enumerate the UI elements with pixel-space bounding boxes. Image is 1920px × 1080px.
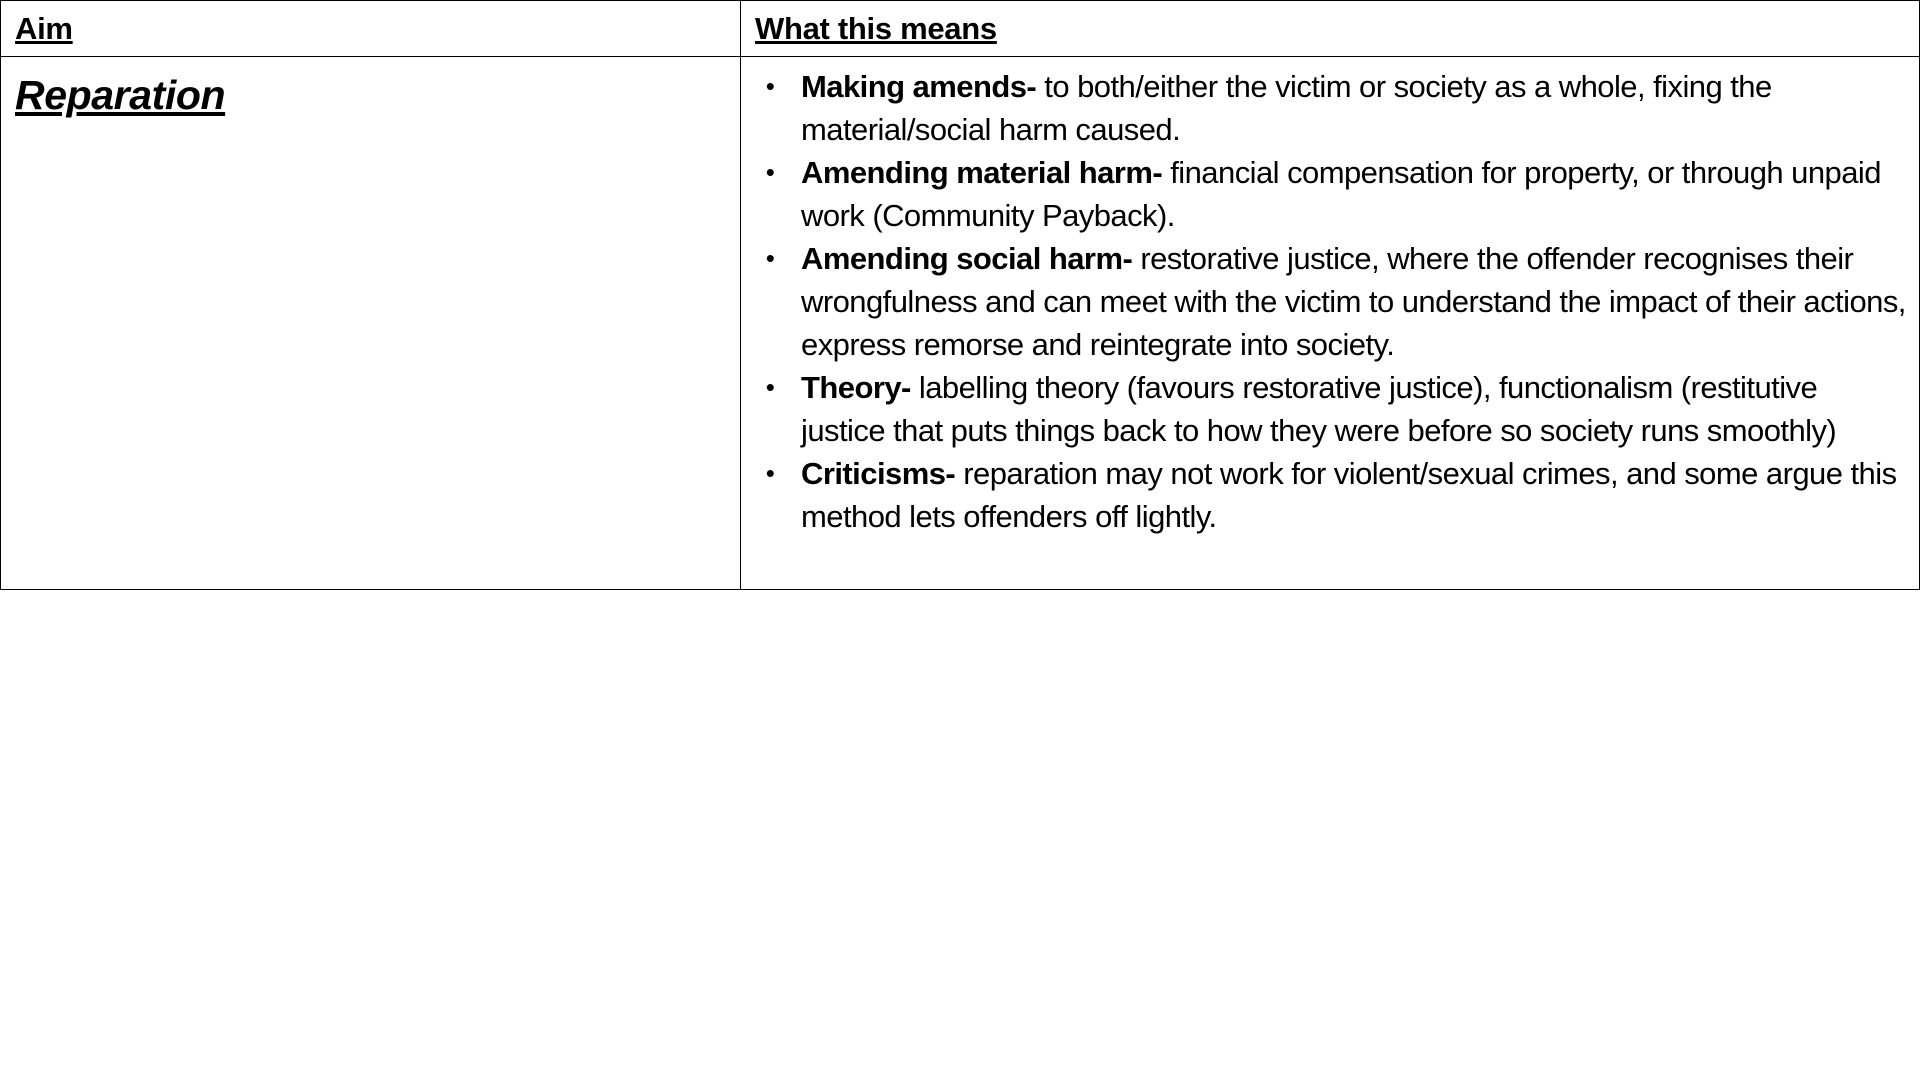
- list-item-amending-social-harm: [741, 237, 1909, 366]
- point-text: reparation may not work for violent/sexual crimes, and some argue this method lets offenders off lightly.: [801, 456, 1897, 534]
- point-term: Amending material harm-: [801, 155, 1163, 190]
- table-header-row: [1, 1, 1920, 57]
- means-list: [741, 57, 1919, 538]
- point-term: Making amends-: [801, 69, 1037, 104]
- table-row: [1, 57, 1920, 590]
- list-item-criticisms: [741, 452, 1909, 538]
- point-text: labelling theory (favours restorative justice), functionalism (restitutive justice that puts things back to how they were before so society runs smoothly): [801, 370, 1837, 448]
- bullet-icon: •: [765, 243, 775, 273]
- list-item-theory: [741, 366, 1909, 452]
- bullet-icon: •: [765, 458, 775, 488]
- bullet-icon: •: [765, 157, 775, 187]
- header-cell-aim: [1, 1, 741, 57]
- bullet-icon: •: [765, 372, 775, 402]
- bullet-icon: •: [765, 71, 775, 101]
- point-term: Criticisms-: [801, 456, 956, 491]
- point-text: to both/either the victim or society as a whole, fixing the material/social harm caused.: [801, 69, 1772, 147]
- column-header-means: What this means: [755, 11, 997, 46]
- point-term: Theory-: [801, 370, 911, 405]
- means-cell: [741, 57, 1920, 590]
- list-item-amending-material-harm: [741, 151, 1909, 237]
- aim-cell: [1, 57, 741, 590]
- aim-title: Reparation: [15, 72, 226, 118]
- point-text: restorative justice, where the offender recognises their wrongfulness and can meet with the victim to understand the impact of their actions, express remorse and reintegrate into society.: [801, 241, 1906, 362]
- list-item-making-amends: [741, 65, 1909, 151]
- point-term: Amending social harm-: [801, 241, 1133, 276]
- column-header-aim: Aim: [15, 11, 73, 46]
- point-text: financial compensation for property, or through unpaid work (Community Payback).: [801, 155, 1881, 233]
- header-cell-means: [741, 1, 1920, 57]
